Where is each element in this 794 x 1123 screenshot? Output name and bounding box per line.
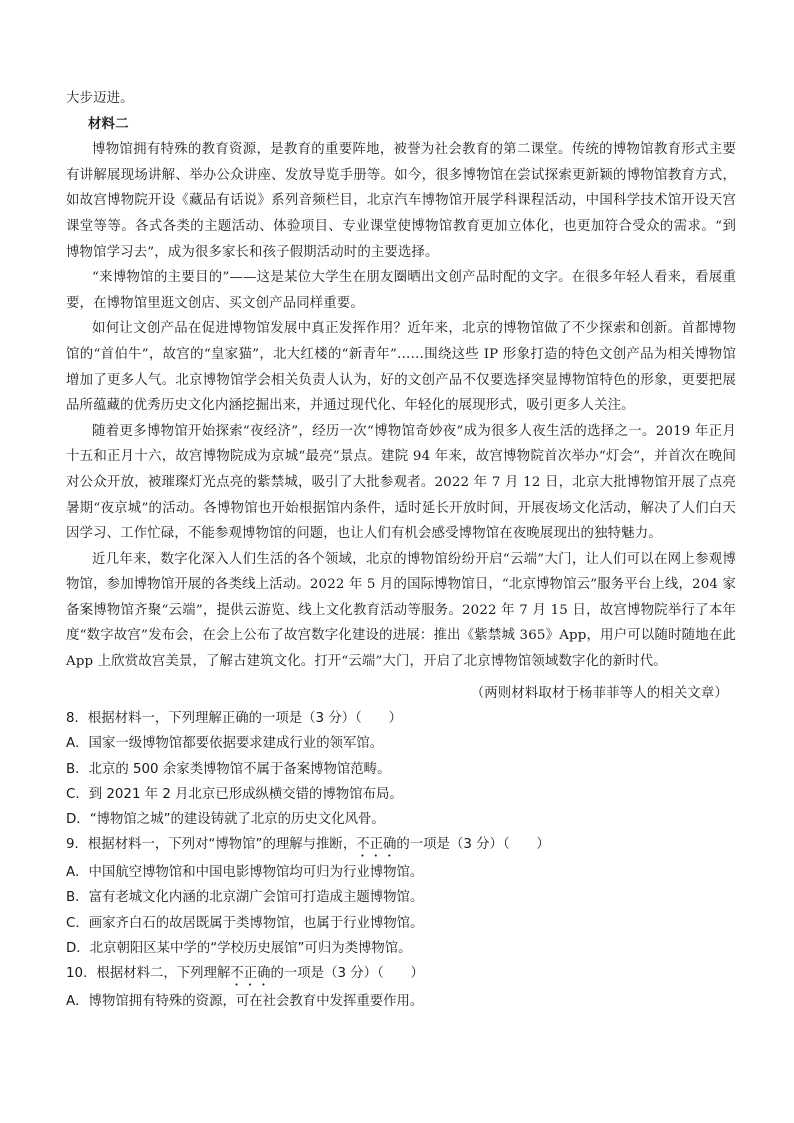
question-stem: 8．根据材料一，下列理解正确的一项是（3 分）（ ） (66, 711, 402, 727)
reading-material (66, 86, 736, 706)
material-heading: 材料二 (88, 115, 129, 132)
option-c[interactable]: C．画家齐白石的故居既属于类博物馆，也属于行业博物馆。 (66, 915, 424, 931)
question-8 (66, 706, 736, 832)
material-paragraph-2: “来博物馆的主要目的”——这是某位大学生在朋友圈晒出文创产品时配的文字。在很多年轻人看来，看展重要，在博物馆里逛文创店、买文创产品同样重要。 (66, 270, 736, 311)
option-a[interactable]: A．国家一级博物馆都要依据要求建成行业的领军馆。 (66, 736, 384, 752)
option-d[interactable]: D．北京朝阳区某中学的“学校历史展馆”可归为类博物馆。 (66, 940, 412, 956)
question-stem: 9．根据材料一，下列对“博物馆”的理解与推断，不正确的一项是（3 分）（ ） (66, 837, 550, 853)
question-9 (66, 832, 736, 961)
material-paragraph-1: 博物馆拥有特殊的教育资源，是教育的重要阵地，被誉为社会教育的第二课堂。传统的博物馆教育形式主要有讲解展现场讲解、举办公众讲座、发放导览手册等。如今，很多博物馆在尝试探索更新颖的博物馆教育方式，如故宫博物院开设《藏品有话说》系列音频栏目，北京汽车博物馆开展学科课程活动，中国科学技术馆开设天宫课堂等等。各式各类的主题活动、体验项目、专业课堂使博物馆教育更加立体化，也更加符合受众的需求。“到博物馆学习去”，成为很多家长和孩子假期活动时的主要选择。 (66, 142, 736, 260)
material-paragraph-3: 如何让文创产品在促进博物馆发展中真正发挥作用？近年来，北京的博物馆做了不少探索和创新。首都博物馆的“首伯牛”，故宫的“皇家猫”，北大红楼的“新青年”……围绕这些 IP 形象打造的特色文创产品为相关博物馆增加了更多人气。北京博物馆学会相关负责人认为，好的文创产品不仅要选择突显博物馆特色的形象，更要把展品所蕴藏的优秀历史文化内涵挖掘出来，并通过现代化、年轻化的展现形式，吸引更多人关注。 (66, 321, 736, 414)
option-d[interactable]: D．“博物馆之城”的建设铸就了北京的历史文化风骨。 (66, 812, 385, 828)
material-paragraph-5: 近几年来，数字化深入人们生活的各个领域，北京的博物馆纷纷开启“云端”大门，让人们可以在网上参观博物馆，参加博物馆开展的各类线上活动。2022 年 5 月的国际博物馆日，“北京博物馆云”服务平台上线，204 家备案博物馆齐聚“云端”，提供云游览、线上文化教育活动等服务。2022 年 7 月 15 日，故宫博物院举行了本年度“数字故宫”发布会，在会上公布了故宫数字化建设的进展：推出《紫禁城 365》App，用户可以随时随地在此 App 上欣赏故宫美景，了解古建筑文化。打开“云端”大门，开启了北京博物馆领域数字化的新时代。 (66, 551, 736, 670)
source-note: （两则材料取材于杨菲菲等人的相关文章） (470, 685, 728, 701)
question-10 (66, 961, 736, 1014)
material-paragraph-4: 随着更多博物馆开始探索“夜经济”，经历一次“博物馆奇妙夜”成为很多人夜生活的选择之一。2019 年正月十五和正月十六，故宫博物院成为京城“最亮”景点。建院 94 年来，故宫博物院首次举办“灯会”，并首次在晚间对公众开放，被璀璨灯光点亮的紫禁城，吸引了大批参观者。2022 年 7 月 12 日，北京大批博物馆开展了点亮暑期“夜京城”的活动。各博物馆也开始根据馆内条件，适时延长开放时间，开展夜场文化活动，解决了人们白天因学习、工作忙碌，不能参观博物馆的问题，也让人们有机会感受博物馆在夜晚展现出的独特魅力。 (66, 423, 736, 542)
option-b[interactable]: B．富有老城文化内涵的北京湖广会馆可打造成主题博物馆。 (66, 890, 424, 906)
question-stem: 10．根据材料二，下列理解不正确的一项是（3 分）（ ） (66, 966, 424, 982)
option-c[interactable]: C．到 2021 年 2 月北京已形成纵横交错的博物馆布局。 (66, 786, 403, 802)
option-a[interactable]: A．中国航空博物馆和中国电影博物馆均可归为行业博物馆。 (66, 865, 424, 881)
option-b[interactable]: B．北京的 500 余家类博物馆不属于备案博物馆范畴。 (66, 761, 391, 777)
emphasized-text: 不正确 (356, 837, 397, 853)
option-a[interactable]: A．博物馆拥有特殊的资源，可在社会教育中发挥重要作用。 (66, 994, 424, 1010)
continued-line: 大步迈进。 (66, 91, 134, 106)
exam-page (66, 86, 736, 1014)
emphasized-text: 不正确 (230, 966, 271, 982)
questions (66, 706, 736, 1014)
